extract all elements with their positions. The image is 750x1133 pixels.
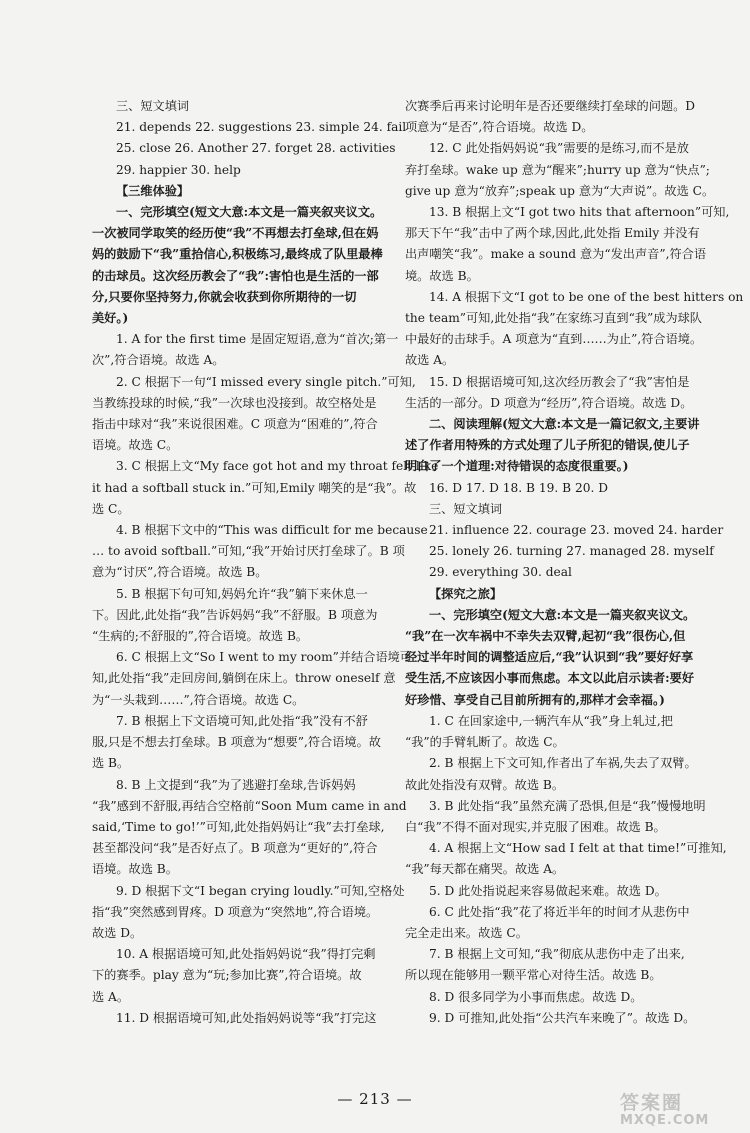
text-line: it had a softball stuck in.”可知,Emily 嘲笑的是“我”。故	[92, 480, 417, 495]
text-line: 好珍惜、享受自己目前所拥有的,那样才会幸福。)	[405, 692, 665, 707]
text-line: “我”每天都在痛哭。故选 A。	[405, 862, 565, 877]
text-line: 14. A 根据下文“I got to be one of the best hitters on	[429, 289, 744, 304]
text-line: 故选 D。	[92, 925, 143, 940]
right-column	[405, 96, 744, 1029]
text-line: 5. D 此处指说起来容易做起来难。故选 D。	[429, 883, 667, 898]
page-number: — 213 —	[337, 1090, 413, 1108]
text-line: 为“一头栽到……”,符合语境。故选 C。	[92, 692, 305, 707]
text-line: … to avoid softball.”可知,“我”开始讨厌打垒球了。B 项	[92, 544, 405, 559]
text-line: 下。因此,此处指“我”告诉妈妈“我”不舒服。B 项意为	[92, 607, 378, 622]
text-line: 三、短文填词	[116, 99, 190, 113]
text-line: 服,只是不想去打垒球。B 项意为“想要”,符合语境。故	[92, 735, 381, 750]
text-line: 知,此处指“我”走回房间,躺倒在床上。throw oneself 意	[92, 671, 396, 686]
text-line: 三、短文填词	[429, 501, 503, 516]
text-line: 语境。故选 C。	[92, 438, 179, 453]
text-line: 经过半年时间的调整适应后,“我”认识到“我”要好好享	[405, 650, 694, 665]
text-line: 9. D 可推知,此处指“公共汽车来晚了”。故选 D。	[429, 1010, 696, 1025]
text-line: 3. B 此处指“我”虽然充满了恐惧,但是“我”慢慢地明	[429, 798, 706, 813]
text-line: 中最好的击球手。A 项意为“直到……为止”,符合语境。	[405, 332, 703, 347]
text-line: 意为“讨厌”,符合语境。故选 B。	[92, 565, 268, 580]
text-line: 妈的鼓励下“我”重拾信心,积极练习,最终成了队里最棒	[92, 247, 383, 262]
text-line: 15. D 根据语境可知,这次经历教会了“我”害怕是	[429, 374, 690, 389]
text-line: 出声嘲笑“我”。make a sound 意为“发出声音”,符合语	[405, 247, 707, 262]
text-line: 4. A 根据上文“How sad I felt at that time!”可推知,	[429, 841, 727, 856]
text-line: 2. B 根据上下文可知,作者出了车祸,失去了双臂。	[429, 756, 697, 771]
text-line: 所以现在能够用一颗平常心对待生活。故选 B。	[405, 968, 662, 983]
text-line: 1. A for the first time 是固定短语,意为“首次;第一	[116, 332, 399, 347]
text-line: 故选 A。	[405, 353, 455, 368]
text-line: 6. C 根据上文“So I went to my room”并结合语境可	[116, 650, 413, 665]
text-line: 8. B 上文提到“我”为了逃避打垒球,告诉妈妈	[116, 777, 356, 792]
text-line: 指击中球对“我”来说很困难。C 项意为“困难的”,符合	[92, 417, 378, 432]
text-line: 2. C 根据下一句“I missed every single pitch.”可知,	[116, 374, 416, 389]
text-line: 白“我”不得不面对现实,并克服了困难。故选 B。	[405, 819, 666, 834]
text-line: 受生活,不应该因小事而焦虑。本文以此启示读者:要好	[405, 671, 695, 686]
text-line: 指“我”突然感到胃疼。D 项意为“突然地”,符合语境。	[92, 904, 379, 919]
text-line: “生病的;不舒服的”,符合语境。故选 B。	[92, 629, 309, 644]
text-line: 下的赛季。play 意为“玩;参加比赛”,符合语境。故	[92, 968, 362, 983]
text-line: 分,只要你坚持努力,你就会收获到你所期待的一切	[92, 289, 357, 304]
text-line: said,‘Time to go!’”可知,此处指妈妈让“我”去打垒球,	[92, 819, 385, 834]
text-line: 21. influence 22. courage 23. moved 24. harder	[429, 523, 724, 538]
text-line: 的击球员。这次经历教会了“我”:害怕也是生活的一部	[92, 268, 379, 283]
text-line: 1. C 在回家途中,一辆汽车从“我”身上轧过,把	[429, 713, 673, 728]
text-line: 二、阅读理解(短文大意:本文是一篇记叙文,主要讲	[429, 417, 700, 432]
text-line: 29. everything 30. deal	[429, 565, 572, 580]
text-line: 5. B 根据下句可知,妈妈允许“我”躺下来休息一	[116, 586, 368, 601]
text-line: 弃打垒球。wake up 意为“醒来”;hurry up 意为“快点”;	[405, 162, 710, 177]
text-line: 【三维体验】	[116, 183, 190, 198]
text-line: 25. close 26. Another 27. forget 28. activities	[116, 141, 396, 156]
text-line: 选 C。	[92, 501, 130, 516]
text-line: 13. B 根据上文“I got two hits that afternoon”可知,	[429, 205, 730, 220]
text-line: 4. B 根据下文中的“This was difficult for me because	[116, 523, 428, 538]
text-line: 选 A。	[92, 989, 130, 1004]
watermark-url: MXQE.COM	[620, 1113, 710, 1128]
text-line: 10. A 根据语境可知,此处指妈妈说“我”得打完剩	[116, 947, 376, 962]
text-line: 12. C 此处指妈妈说“我”需要的是练习,而不是放	[429, 141, 689, 156]
text-line: 项意为“是否”,符合语境。故选 D。	[405, 120, 594, 135]
text-line: 11. D 根据语境可知,此处指妈妈说等“我”打完这	[116, 1010, 377, 1025]
text-line: 次赛季后再来讨论明年是否还要继续打垒球的问题。D	[405, 99, 696, 113]
watermark-logo	[620, 1088, 738, 1128]
text-line: 25. lonely 26. turning 27. managed 28. myself	[429, 544, 714, 559]
text-line: “我”的手臂轧断了。故选 C。	[405, 735, 565, 750]
text-line: 完全走出来。故选 C。	[405, 925, 528, 940]
text-line: “我”在一次车祸中不幸失去双臂,起初“我”很伤心,但	[405, 629, 686, 644]
text-line: 【探究之旅】	[429, 586, 503, 601]
text-line: 当教练投球的时候,“我”一次球也没接到。故空格处是	[92, 395, 377, 410]
text-line: 7. B 根据上下文语境可知,此处指“我”没有不舒	[116, 713, 368, 728]
text-line: 21. depends 22. suggestions 23. simple 24. fail	[116, 120, 407, 135]
text-line: 6. C 此处指“我”花了将近半年的时间才从悲伤中	[429, 904, 690, 919]
text-line: the team”可知,此处指“我”在家练习直到“我”成为球队	[405, 311, 702, 326]
text-line: 选 B。	[92, 756, 130, 771]
left-column	[92, 96, 439, 1029]
text-line: 次”,符合语境。故选 A。	[92, 353, 225, 368]
text-line: 8. D 很多同学为小事而焦虑。故选 D。	[429, 989, 643, 1004]
text-line: 明白了一个道理:对待错误的态度很重要。)	[405, 459, 629, 474]
text-line: 一、完形填空(短文大意:本文是一篇夹叙夹议文。	[429, 607, 696, 622]
text-line: 语境。故选 B。	[92, 862, 178, 877]
text-line: 美好。)	[92, 311, 129, 326]
text-line: 述了作者用特殊的方式处理了儿子所犯的错误,使儿子	[405, 438, 690, 453]
text-line: 16. D 17. D 18. B 19. B 20. D	[429, 480, 609, 495]
text-line: 一次被同学取笑的经历使“我”不再想去打垒球,但在妈	[92, 226, 379, 241]
text-line: 境。故选 B。	[405, 268, 479, 283]
text-line: 9. D 根据下文“I began crying loudly.”可知,空格处	[116, 883, 405, 898]
text-line: 那天下午“我”击中了两个球,因此,此处指 Emily 并没有	[405, 226, 700, 241]
text-line: give up 意为“放弃”;speak up 意为“大声说”。故选 C。	[405, 183, 715, 198]
text-line: 一、完形填空(短文大意:本文是一篇夹叙夹议文。	[116, 205, 383, 220]
watermark-title: 答案圈	[620, 1092, 684, 1114]
text-line: “我”感到不舒服,再结合空格前“Soon Mum came in and	[92, 798, 407, 813]
text-line: 7. B 根据上文可知,“我”彻底从悲伤中走了出来,	[429, 947, 685, 962]
text-line: 29. happier 30. help	[116, 162, 241, 177]
text-line: 甚至都没问“我”是否好点了。B 项意为“更好的”,符合	[92, 841, 378, 856]
text-line: 3. C 根据上文“My face got hot and my throat felt like	[116, 459, 439, 474]
text-line: 生活的一部分。D 项意为“经历”,符合语境。故选 D。	[405, 395, 693, 410]
text-line: 故此处指没有双臂。故选 B。	[405, 777, 565, 792]
